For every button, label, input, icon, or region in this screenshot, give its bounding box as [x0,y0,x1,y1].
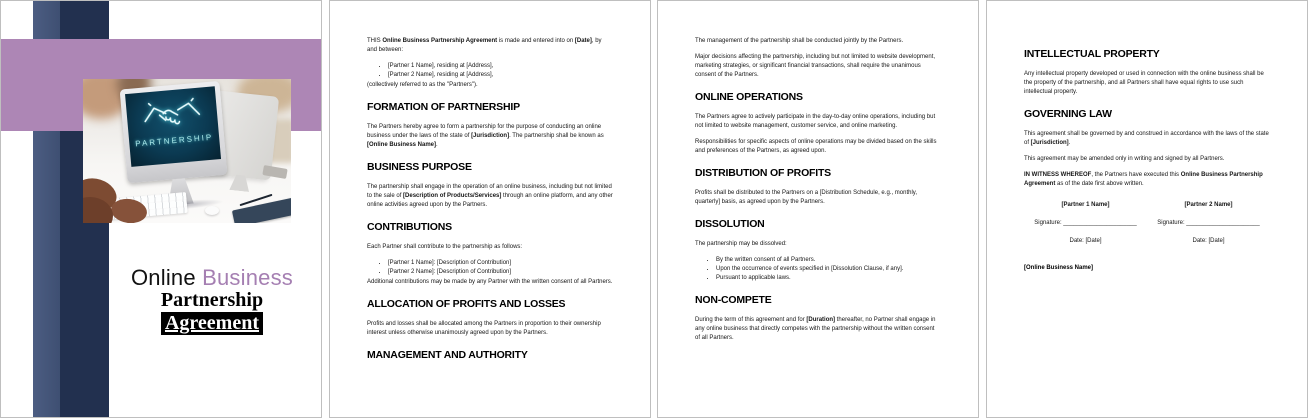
title-word-online: Online [131,265,196,290]
section-heading: FORMATION OF PARTNERSHIP [367,101,520,113]
section-heading: DISSOLUTION [695,218,765,230]
partner1-name: [Partner 1 Name] [1061,202,1110,208]
title-word-business: Business [202,265,293,290]
page-2-content [695,37,941,350]
partner1-date: Date: [Date] [1069,238,1102,244]
partnership-screen-text: PARTNERSHIP [134,132,214,149]
cover-page[interactable] [0,0,322,418]
list-item: • [Partner 1 Name], residing at [Address], [388,62,613,71]
paragraph: Any intellectual property developed or used in connection with the online business shall be the property of the partnership, and all Partners shall have equal rights to use such intellectual property. [1024,71,1264,95]
paragraph: The management of the partnership shall be conducted jointly by the Partners. [695,38,904,44]
list-item: • Pursuant to applicable laws. [716,274,941,283]
list-item: • [Partner 2 Name]: [Description of Contribution] [388,268,613,277]
paragraph: Each Partner shall contribute to the partnership as follows: [367,244,523,250]
section-heading: ONLINE OPERATIONS [695,91,803,103]
list-item: • By the written consent of all Partners. [716,256,941,265]
paragraph: Major decisions affecting the partnership, including but not limited to website development, marketing strategies, or significant financial transactions, shall require the unanimous consent of the Partners. [695,54,936,78]
page-1-content [367,37,613,371]
partner1-signature-block [1024,201,1147,246]
paragraph: The partnership may be dissolved: [695,241,787,247]
paragraph: The partnership shall engage in the operation of an online business, including but not limited to the sale of [Description of Products/Services] through an online platform, and any other online activities agreed upon by the Partners. [367,184,613,208]
paragraph: This agreement shall be governed by and construed in accordance with the laws of the state of [Jurisdiction]. [1024,131,1269,146]
title-word-agreement: Agreement [161,312,263,335]
partner2-date: Date: [Date] [1192,238,1225,244]
paragraph: During the term of this agreement and for [Duration] thereafter, no Partner shall engage in any online business that directly competes with the partnership without the written consent of all Partners. [695,317,936,341]
partner2-name: [Partner 2 Name] [1184,202,1233,208]
list-item: • Upon the occurrence of events specified in [Dissolution Clause, if any]. [716,265,941,274]
mouse [205,206,219,215]
partner2-signature-line: Signature: ______________________ [1157,220,1260,226]
monitor-screen [125,86,221,167]
section-heading: CONTRIBUTIONS [367,221,452,233]
paragraph: IN WITNESS WHEREOF, the Partners have executed this Online Business Partnership Agreement as of the date first above written. [1024,172,1263,187]
cover-title [109,265,315,335]
signature-row [1024,201,1270,246]
section-heading: GOVERNING LAW [1024,108,1112,120]
bullet-list [367,259,613,277]
section-heading: MANAGEMENT AND AUTHORITY [367,349,528,361]
paragraph: Additional contributions may be made by any Partner with the written consent of all Partners. [367,279,613,285]
paragraph: THIS Online Business Partnership Agreement is made and entered into on [Date], by and between: [367,38,602,53]
list-item: • [Partner 2 Name], residing at [Address], [388,71,613,80]
title-line3 [109,312,315,335]
handshake-icon [139,93,204,134]
document-page-1[interactable] [329,0,651,418]
list-item: • [Partner 1 Name]: [Description of Contribution] [388,259,613,268]
paragraph: Profits and losses shall be allocated among the Partners in proportion to their ownership interest unless otherwise unanimously agreed upon by the Partners. [367,321,601,336]
section-heading: ALLOCATION OF PROFITS AND LOSSES [367,298,566,310]
document-page-2[interactable] [657,0,979,418]
partner2-signature-block [1147,201,1270,246]
section-heading: DISTRIBUTION OF PROFITS [695,167,831,179]
paragraph: This agreement may be amended only in writing and signed by all Partners. [1024,156,1225,162]
bullet-list [367,62,613,80]
paragraph: The Partners agree to actively participate in the day-to-day online operations, including but not limited to website management, customer service, and online marketing. [695,114,936,129]
section-heading: NON-COMPETE [695,294,772,306]
title-line1 [109,265,315,290]
bullet-list [695,256,941,283]
document-page-3[interactable] [986,0,1308,418]
page-3-content [1024,37,1270,273]
paragraph: (collectively referred to as the "Partners"). [367,82,478,88]
business-name: [Online Business Name] [1024,265,1094,271]
paragraph: Profits shall be distributed to the Partners on a [Distribution Schedule, e.g., monthly, quarterly] basis, as agreed upon by the Partners. [695,190,918,205]
paragraph: The Partners hereby agree to form a partnership for the purpose of conducting an online business under the laws of the state of [Jurisdiction]. The partnership shall be known as [Online Business Name]. [367,124,604,148]
page-3-blocks [1024,48,1270,189]
paragraph: Responsibilities for specific aspects of online operations may be divided based on the skills and preferences of the Partners, as agreed upon. [695,139,937,154]
section-heading: BUSINESS PURPOSE [367,161,472,173]
notebook [232,198,291,223]
title-word-partnership: Partnership [160,289,264,311]
cover-photo [83,79,291,223]
section-heading: INTELLECTUAL PROPERTY [1024,48,1160,60]
partner1-signature-line: Signature: ______________________ [1034,220,1137,226]
